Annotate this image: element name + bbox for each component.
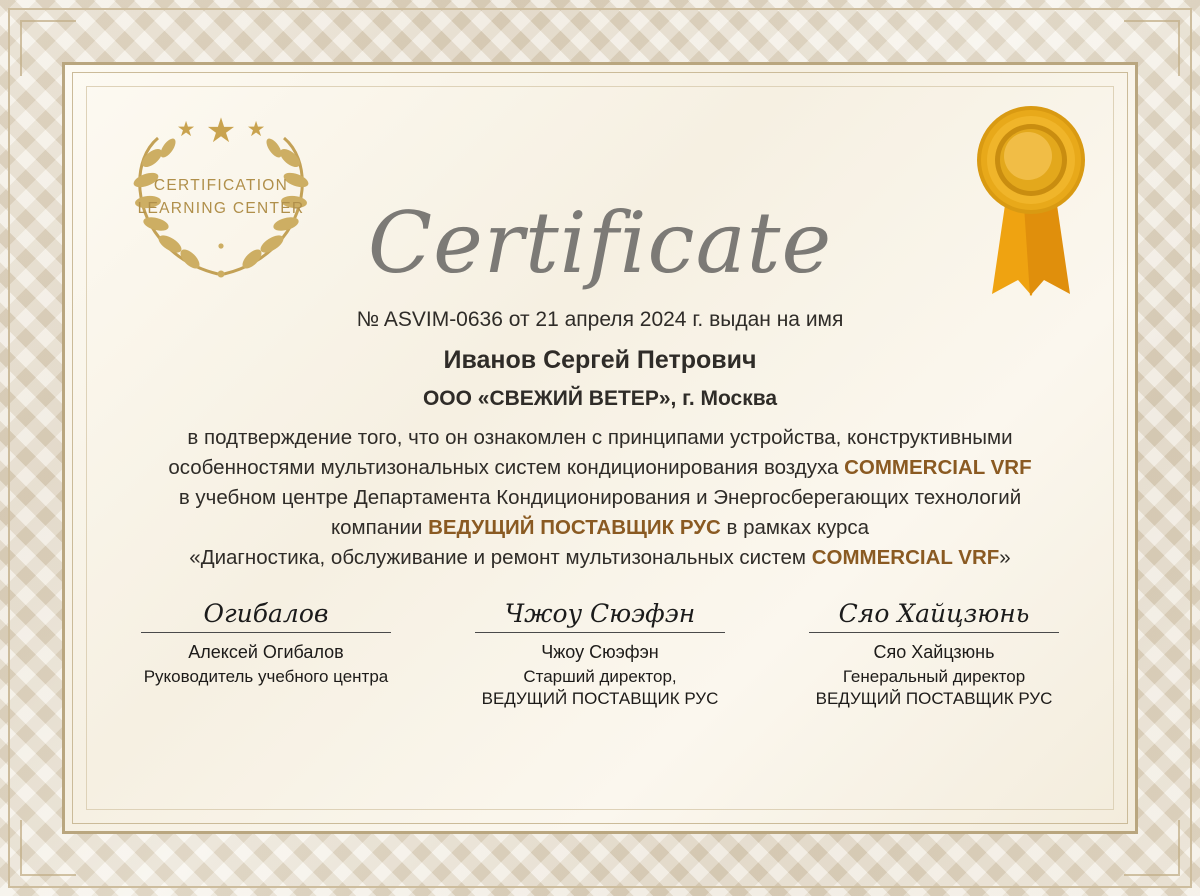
signature-rule bbox=[475, 632, 725, 633]
body-line-5-post: » bbox=[999, 546, 1011, 569]
body-line-1: в подтверждение того, что он ознакомлен с принципами устройства, конструктивными bbox=[187, 426, 1013, 449]
recipient-name: Иванов Сергей Петрович bbox=[443, 346, 757, 374]
stars-group bbox=[177, 112, 266, 150]
signatory-name: Алексей Огибалов bbox=[188, 642, 344, 662]
page-title: Certificate bbox=[367, 194, 833, 292]
emblem-line-2: LEARNING CENTER bbox=[137, 200, 305, 217]
body-paragraph bbox=[86, 423, 1114, 573]
signatory-role: Генеральный директор ВЕДУЩИЙ ПОСТАВЩИК РУС bbox=[815, 667, 1053, 708]
body-line-5 bbox=[92, 543, 1108, 573]
body-line-4-post: в рамках курса bbox=[720, 516, 870, 539]
body-line-2-highlight: COMMERCIAL VRF bbox=[844, 456, 1032, 479]
signatory-role: Руководитель учебного центра bbox=[143, 667, 389, 686]
star-center-icon: ★ bbox=[205, 112, 237, 150]
star-left-icon: ★ bbox=[176, 118, 196, 141]
certificate-body bbox=[86, 308, 1114, 573]
signatory-role: Старший директор, ВЕДУЩИЙ ПОСТАВЩИК РУС bbox=[481, 667, 719, 708]
signature-mark: Чжоу Сюэфэн bbox=[504, 599, 696, 628]
issue-line: № ASVIM-0636 от 21 апреля 2024 г. выдан на имя bbox=[356, 308, 844, 331]
signature-block-3 bbox=[784, 576, 1084, 710]
body-line-2 bbox=[92, 453, 1108, 483]
organization: ООО «СВЕЖИЙ ВЕТЕР», г. Москва bbox=[422, 387, 778, 410]
body-line-4 bbox=[92, 513, 1108, 543]
signature-block-1 bbox=[116, 576, 416, 710]
body-line-5-highlight: COMMERCIAL VRF bbox=[811, 546, 1000, 569]
signatory-name: Чжоу Сюэфэн bbox=[541, 642, 659, 662]
body-line-4-pre: компании bbox=[330, 516, 429, 539]
certificate-content bbox=[86, 86, 1114, 810]
emblem-line-1: CERTIFICATION bbox=[153, 177, 289, 194]
signature-block-2 bbox=[450, 576, 750, 710]
body-line-5-pre: «Диагностика, обслуживание и ремонт мультизональных систем bbox=[189, 546, 812, 569]
body-line-3: в учебном центре Департамента Кондиционирования и Энергосберегающих технологий bbox=[178, 486, 1022, 509]
signature-rule bbox=[141, 632, 391, 633]
body-line-2-pre: особенностями мультизональных систем кондиционирования воздуха bbox=[168, 456, 845, 479]
signature-mark: Огибалов bbox=[203, 599, 329, 628]
body-line-4-highlight: ВЕДУЩИЙ ПОСТАВЩИК РУС bbox=[428, 516, 721, 539]
signatory-name: Сяо Хайцзюнь bbox=[873, 642, 995, 662]
signature-rule bbox=[809, 632, 1059, 633]
star-right-icon: ★ bbox=[246, 118, 266, 141]
signature-mark: Сяо Хайцзюнь bbox=[838, 599, 1030, 628]
signatures-row bbox=[86, 576, 1114, 710]
